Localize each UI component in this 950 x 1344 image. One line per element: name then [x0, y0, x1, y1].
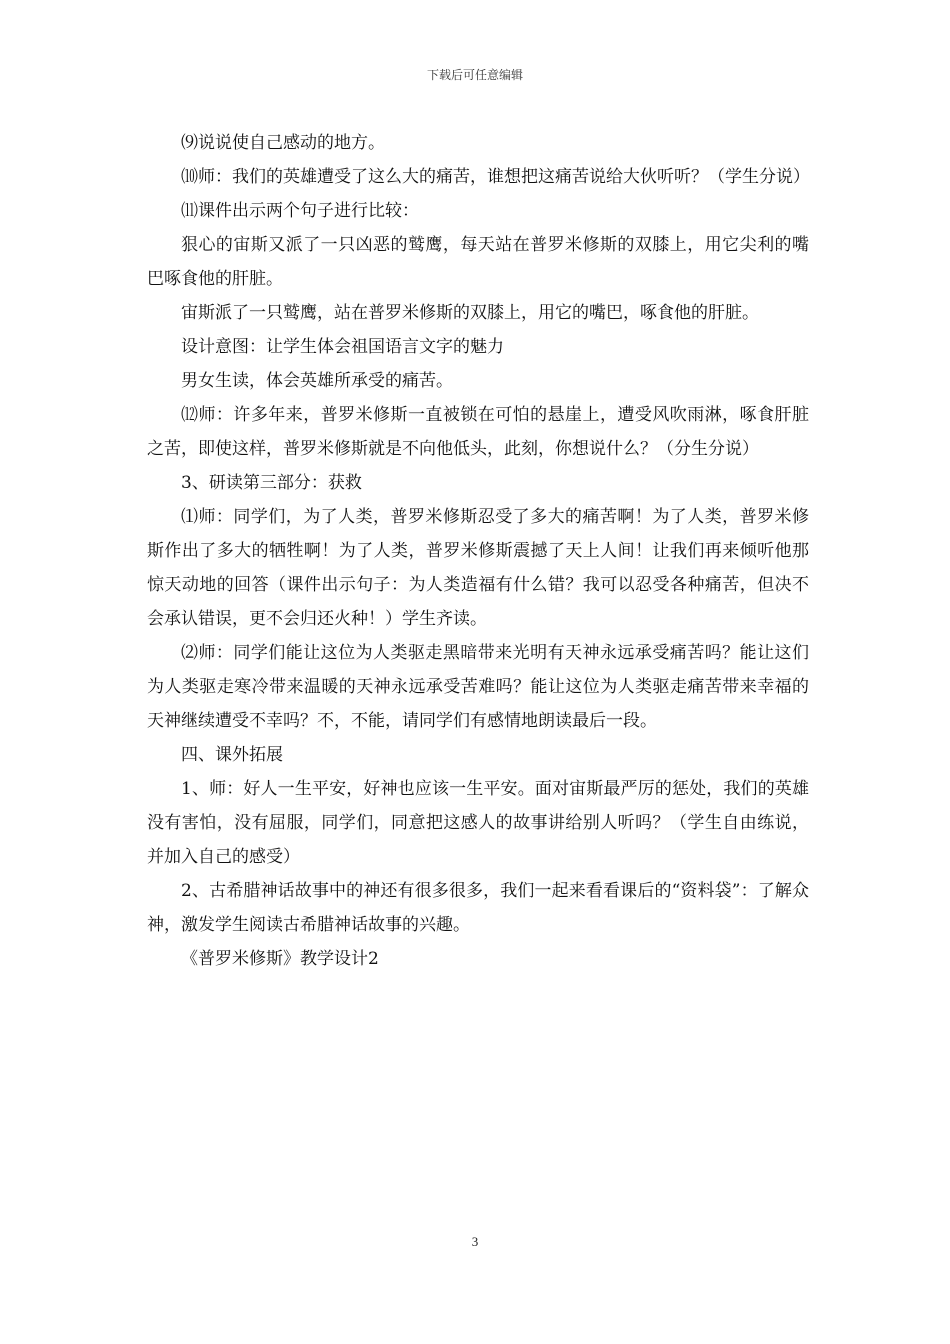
- page-header: 下载后可任意编辑: [426, 68, 523, 82]
- design-intent: 设计意图：让学生体会祖国语言文字的魅力: [181, 337, 504, 357]
- next-design-title: 《普罗米修斯》教学设计2: [181, 949, 379, 969]
- section-3-item-2: ⑵师：同学们能让这位为人类驱走黑暗带来光明有天神永远承受痛苦吗？能让这们为人类驱走寒冷带来温暖的天神永远承受苦难吗？能让这位为人类驱走痛苦带来幸福的天神继续遭受不幸吗？不，不能，请同学们有感情地朗读最后一段。: [147, 643, 809, 731]
- section-4-item-1: 1、师：好人一生平安，好神也应该一生平安。面对宙斯最严厉的惩处，我们的英雄没有害怕，没有屈服，同学们，同意把这感人的故事讲给别人听吗？（学生自由练说，并加入自己的感受）: [147, 779, 809, 867]
- sentence-compare-1: 狠心的宙斯又派了一只凶恶的鹫鹰，每天站在普罗米修斯的双膝上，用它尖利的嘴巴啄食他的肝脏。: [147, 235, 809, 289]
- page-number: 3: [471, 1234, 479, 1249]
- paragraph-9: ⑼说说使自己感动的地方。: [181, 133, 385, 153]
- reading-activity: 男女生读，体会英雄所承受的痛苦。: [181, 371, 453, 391]
- section-3-heading: 3、研读第三部分：获救: [181, 473, 362, 493]
- paragraph-11: ⑾课件出示两个句子进行比较：: [181, 201, 419, 221]
- document-body: [147, 126, 809, 976]
- section-4-heading: 四、课外拓展: [181, 745, 283, 765]
- section-3-item-1: ⑴师：同学们，为了人类，普罗米修斯忍受了多大的痛苦啊！为了人类，普罗米修斯作出了多大的牺牲啊！为了人类，普罗米修斯震撼了天上人间！让我们再来倾听他那惊天动地的回答（课件出示句子：为人类造福有什么错？我可以忍受各种痛苦，但决不会承认错误，更不会归还火种！）学生齐读。: [147, 507, 809, 629]
- section-4-item-2: 2、古希腊神话故事中的神还有很多很多，我们一起来看看课后的“资料袋”：了解众神，激发学生阅读古希腊神话故事的兴趣。: [147, 881, 809, 935]
- sentence-compare-2: 宙斯派了一只鹫鹰，站在普罗米修斯的双膝上，用它的嘴巴，啄食他的肝脏。: [181, 303, 759, 323]
- paragraph-10: ⑽师：我们的英雄遭受了这么大的痛苦，谁想把这痛苦说给大伙听听？（学生分说）: [181, 167, 810, 187]
- paragraph-12: ⑿师：许多年来，普罗米修斯一直被锁在可怕的悬崖上，遭受风吹雨淋，啄食肝脏之苦，即使这样，普罗米修斯就是不向他低头，此刻，你想说什么？（分生分说）: [147, 405, 809, 459]
